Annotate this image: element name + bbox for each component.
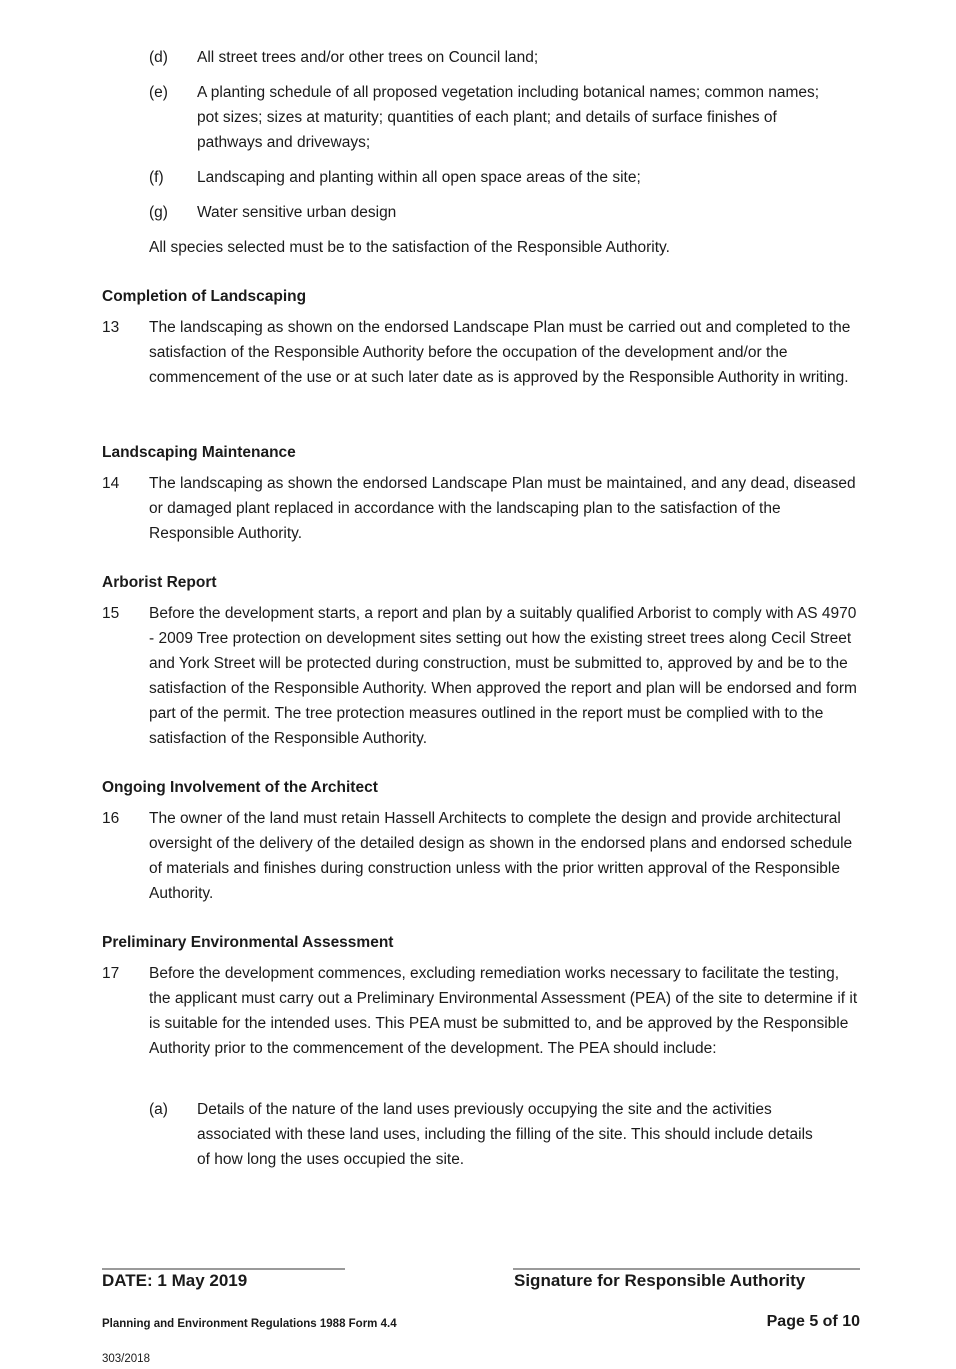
species-note: All species selected must be to the satisfaction of the Responsible Authority. [149,239,670,256]
signature-line [513,1268,860,1270]
section-heading-preliminary-environmental-assessment: Preliminary Environmental Assessment [102,934,394,951]
subitem-g [149,200,859,225]
subitem-label: (f) [149,169,164,186]
page-number: Page 5 of 10 [766,1313,860,1330]
subitem-label: (a) [149,1101,168,1118]
condition-text: The landscaping as shown on the endorsed Landscape Plan must be carried out and completed to the satisfaction of the Responsible Authority before the occupation of the development and/or the commencement of the use or at such later date as is approved by the Responsible Authority in writing. [149,319,851,386]
subitem-text: A planting schedule of all proposed vegetation including botanical names; common names; pot sizes; sizes at maturity; quantities of each plant; and details of surface finishes of pathways and driveways; [197,84,820,151]
section-heading-arborist-report: Arborist Report [102,574,217,591]
condition-text: Before the development commences, excluding remediation works necessary to facilitate the testing, the applicant must carry out a Preliminary Environmental Assessment (PEA) of the site to determine if it is suitable for the intended uses. This PEA must be submitted to, and be approved by the Responsible Authority prior to the commencement of the development. The PEA should include: [149,965,858,1057]
permit-reference: 303/2018 [102,1353,150,1365]
subitem-text: Water sensitive urban design [197,204,397,221]
permit-date: DATE: 1 May 2019 [102,1271,248,1290]
subitem-label: (e) [149,84,168,101]
condition-text: The owner of the land must retain Hassell Architects to complete the design and provide architectural oversight of the delivery of the detailed design as shown in the endorsed plans and endorsed schedule of materials and finishes during construction unless with the prior written approval of the Responsible Authority. [149,810,853,902]
condition-number: 17 [102,965,120,982]
subitem-e [149,80,859,155]
date-line [102,1268,345,1270]
subitem-f [149,165,859,190]
condition-text: The landscaping as shown the endorsed Landscape Plan must be maintained, and any dead, diseased or damaged plant replaced in accordance with the landscaping plan to the satisfaction of the Responsible Authority. [149,475,856,542]
signature-caption: Signature for Responsible Authority [514,1271,806,1290]
regulations-reference: Planning and Environment Regulations 1988 Form 4.4 [102,1318,397,1330]
subitem-text: Landscaping and planting within all open space areas of the site; [197,169,641,186]
section-heading-landscaping-maintenance: Landscaping Maintenance [102,444,296,461]
section-heading-ongoing-involvement: Ongoing Involvement of the Architect [102,779,378,796]
condition-text: Before the development starts, a report and plan by a suitably qualified Arborist to comply with AS 4970 - 2009 Tree protection on development sites setting out how the existing street trees along Cecil Street and York Street will be protected during construction, must be submitted to, approved by and be to the satisfaction of the Responsible Authority. When approved the report and plan will be endorsed and form part of the permit. The tree protection measures outlined in the report must be complied with to the satisfaction of the Responsible Authority. [149,605,857,747]
section-heading-completion-of-landscaping: Completion of Landscaping [102,288,307,305]
subitem-d [149,45,859,70]
subitem-text: All street trees and/or other trees on Council land; [197,49,539,66]
condition-number: 13 [102,319,120,336]
condition-number: 14 [102,475,120,492]
condition-number: 15 [102,605,120,622]
subitem-text: Details of the nature of the land uses previously occupying the site and the activities associated with these land uses, including the filling of the site. This should include details of how long the uses occupied the site. [197,1101,813,1168]
subitem-a [149,1097,859,1172]
subitem-label: (d) [149,49,168,66]
condition-number: 16 [102,810,120,827]
subitem-label: (g) [149,204,168,221]
